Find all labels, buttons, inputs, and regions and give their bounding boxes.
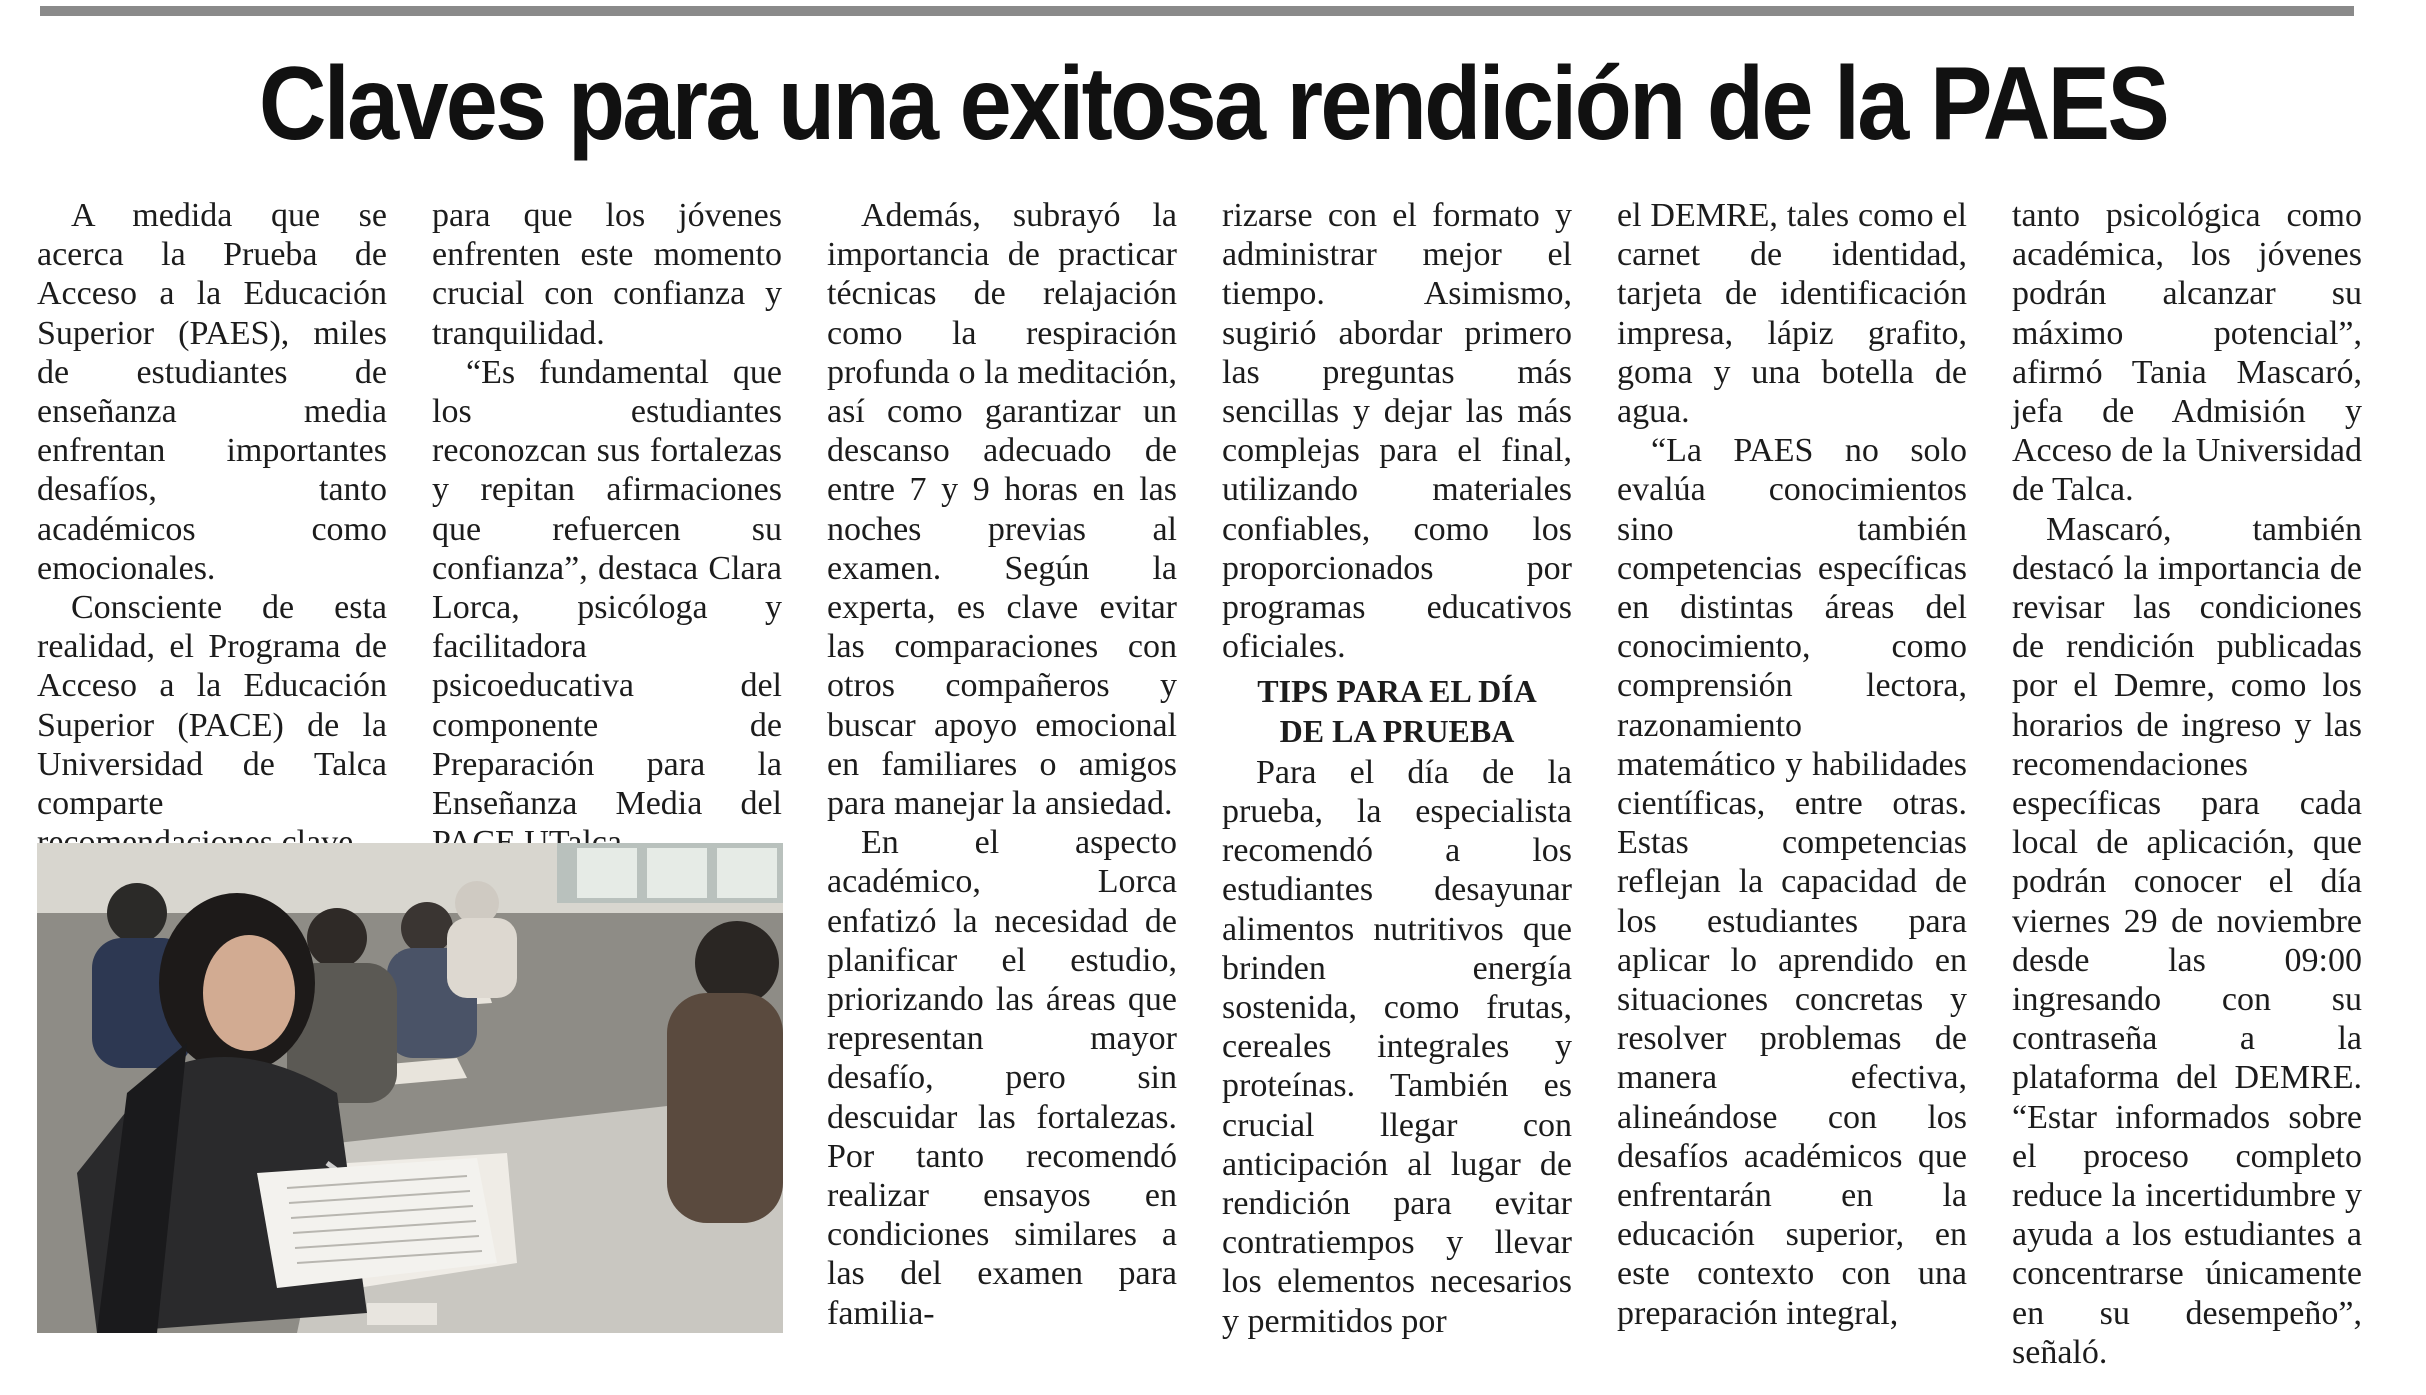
- top-rule: [40, 6, 2354, 16]
- paragraph: tanto psicológica como académica, los jóvenes podrán alcanzar su máximo potencial”, afirmó Tania Mascaró, jefa de Admisión y Acceso de la Universidad de Talca.: [2012, 197, 2362, 509]
- subhead-line-1: TIPS PARA EL DÍA: [1257, 673, 1537, 710]
- paragraph: rizarse con el formato y administrar mejor el tiempo. Asimismo, sugirió abordar primero las preguntas más sencillas y dejar las más complejas para el final, utilizando materiales confiables, como los proporcionados por programas educativos oficiales.: [1222, 197, 1572, 666]
- paragraph: el DEMRE, tales como el carnet de identidad, tarjeta de identificación impresa, lápiz grafito, goma y una botella de agua.: [1617, 197, 1967, 431]
- paragraph: Para el día de la prueba, la especialista recomendó a los estudiantes desayunar alimentos nutritivos que brinden energía sostenida, como frutas, cereales integrales y proteínas. También es crucial llegar con anticipación al lugar de rendición para evitar contratiempos y llevar los elementos necesarios y permitidos por: [1222, 753, 1572, 1340]
- paragraph: Consciente de esta realidad, el Programa de Acceso a la Educación Superior (PACE) de la Universidad de Talca comparte: [37, 589, 387, 823]
- column-3: [827, 196, 1177, 1333]
- paragraph: Mascaró, también destacó la importancia de revisar las condiciones de rendición publicadas por el Demre, como los horarios de ingreso y las recomendaciones específicas para cada local de aplicación, que podrán conocer el día viernes 29 de noviembre desde las 09:00 ingresando con su contraseña a la plataforma del DEMRE. “Estar informados sobre el proceso completo reduce la incertidumbre y ayuda a los estudiantes a concentrarse únicamente en su desempeño”, señaló.: [2012, 510, 2362, 1371]
- section-subhead: [1222, 672, 1572, 750]
- subhead-line-2: DE LA PRUEBA: [1279, 712, 1515, 749]
- paragraph: Además, subrayó la importancia de practicar técnicas de relajación como la respiración profunda o la meditación, así como garantizar un descanso adecuado de entre 7 y 9 horas en las noches previas al examen. Según la experta, es clave evitar las comparaciones con otros compañeros y buscar apoyo emocional en familiares o amigos para manejar la ansiedad.: [827, 197, 1177, 823]
- column-5: [1617, 196, 1967, 1333]
- paragraph: para que los jóvenes enfrenten este momento crucial con confianza y tranquilidad.: [432, 197, 782, 352]
- paragraph: “Es fundamental que los estudiantes reconozcan sus fortalezas y repitan afirmaciones que refuercen su confianza”, destaca Clara Lorca, psicóloga y facilitadora psicoeducativa del componente de Preparación para la Enseñanza Media del: [432, 353, 782, 823]
- headline: Claves para una exitosa rendición de la PAES: [258, 46, 2168, 162]
- paragraph: A medida que se acerca la Prueba de Acceso a la Educación Superior (PAES), miles de estudiantes de enseñanza media enfrentan importantes desafíos, tanto académicos como emocionales.: [37, 197, 387, 587]
- article-photo: [37, 843, 783, 1333]
- column-2: [432, 196, 782, 862]
- paragraph: “La PAES no solo evalúa conocimientos sino también competencias específicas en distintas áreas del conocimiento, como comprensión lectora, razonamiento matemático y habilidades científicas, entre otras. Estas competencias reflejan la capacidad de los estudiantes para aplicar lo aprendido en situaciones concretas y resolver problemas de manera efectiva, alineándose con los desafíos académicos que enfrentarán en la educación superior, en este contexto con una preparación integral,: [1617, 432, 1967, 1332]
- paragraph: En el aspecto académico, Lorca enfatizó la necesidad de planificar el estudio, priorizando las áreas que representan mayor desafío, pero sin descuidar las fortalezas. Por tanto recomendó realizar ensayos en condiciones similares a las del examen para familia-: [827, 824, 1177, 1332]
- column-6: [2012, 196, 2362, 1372]
- column-1: [37, 196, 387, 862]
- column-4: [1222, 196, 1572, 1341]
